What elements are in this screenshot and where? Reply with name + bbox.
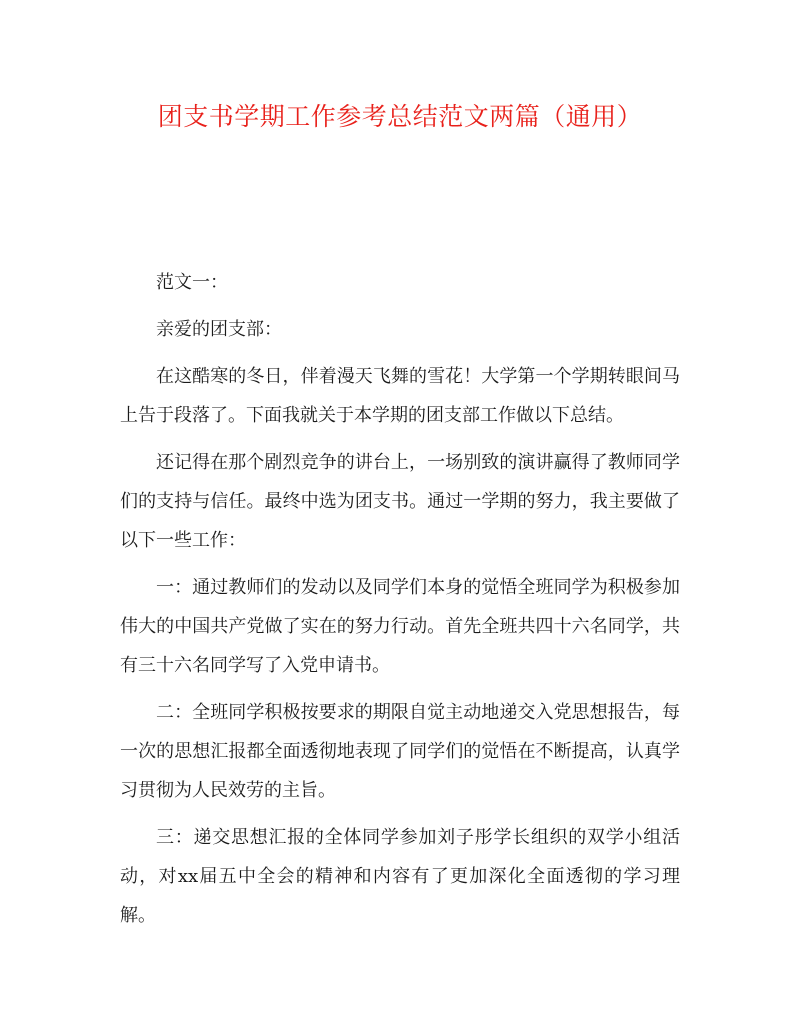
document-title: 团支书学期工作参考总结范文两篇（通用） — [157, 102, 643, 131]
paragraph: 三：递交思想汇报的全体同学参加刘子彤学长组织的双学小组活动，对xx届五中全会的精神和内容有了更加深化全面透彻的学习理解。 — [120, 827, 680, 926]
document-body — [120, 263, 680, 943]
paragraph: 还记得在那个剧烈竞争的讲台上，一场别致的演讲赢得了教师同学们的支持与信任。最终中选为团支书。通过一学期的努力，我主要做了以下一些工作： — [120, 452, 680, 551]
paragraph: 二：全班同学积极按要求的期限自觉主动地递交入党思想报告，每一次的思想汇报都全面透彻地表现了同学们的觉悟在不断提高，认真学习贯彻为人民效劳的主旨。 — [120, 702, 680, 801]
paragraph: 一：通过教师们的发动以及同学们本身的觉悟全班同学为积极参加伟大的中国共产党做了实在的努力行动。首先全班共四十六名同学，共有三十六名同学写了入党申请书。 — [120, 577, 680, 676]
paragraph-heading: 范文一： — [156, 272, 228, 293]
paragraph: 在这酷寒的冬日，伴着漫天飞舞的雪花！大学第一个学期转眼间马上告于段落了。下面我就关于本学期的团支部工作做以下总结。 — [120, 366, 680, 426]
paragraph-salutation: 亲爱的团支部： — [156, 319, 282, 340]
